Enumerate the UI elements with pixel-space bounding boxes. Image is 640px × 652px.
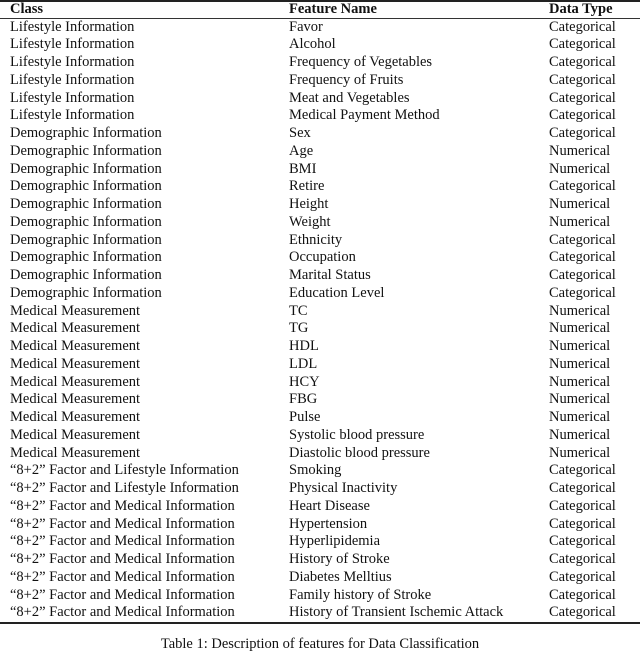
cell-feature-name: Diastolic blood pressure bbox=[289, 444, 430, 461]
cell-class: Demographic Information bbox=[10, 267, 162, 283]
cell-data-type: Numerical bbox=[549, 320, 611, 337]
cell-class: “8+2” Factor and Lifestyle Information bbox=[10, 480, 239, 496]
cell-feature-name: Ethnicity bbox=[289, 231, 343, 248]
table-row bbox=[0, 232, 640, 250]
cell-data-type: Numerical bbox=[549, 373, 611, 390]
table-row bbox=[0, 516, 640, 534]
cell-class: Lifestyle Information bbox=[10, 18, 135, 35]
cell-feature-name: FBG bbox=[289, 391, 318, 408]
cell-class: Medical Measurement bbox=[10, 373, 141, 390]
cell-feature-name: Pulse bbox=[289, 409, 321, 425]
cell-class: Demographic Information bbox=[10, 284, 162, 301]
table-row bbox=[0, 356, 640, 374]
table-row bbox=[0, 569, 640, 587]
cell-feature-name: Hyperlipidemia bbox=[289, 533, 381, 550]
table-row bbox=[0, 374, 640, 392]
table-row bbox=[0, 445, 640, 463]
cell-feature-name: Height bbox=[289, 196, 329, 212]
cell-class: “8+2” Factor and Medical Information bbox=[10, 568, 235, 585]
cell-feature-name: Physical Inactivity bbox=[289, 480, 398, 496]
cell-class: Lifestyle Information bbox=[10, 71, 135, 88]
table-row bbox=[0, 587, 640, 605]
table-row bbox=[0, 196, 640, 214]
cell-class: Demographic Information bbox=[10, 196, 162, 212]
table-row bbox=[0, 90, 640, 108]
cell-data-type: Numerical bbox=[549, 160, 611, 177]
cell-data-type: Categorical bbox=[549, 36, 616, 53]
cell-data-type: Categorical bbox=[549, 497, 616, 514]
table-row bbox=[0, 462, 640, 480]
cell-feature-name: Hypertension bbox=[289, 515, 368, 532]
cell-data-type: Categorical bbox=[549, 18, 616, 35]
table-header-row bbox=[0, 1, 640, 19]
cell-feature-name: Smoking bbox=[289, 462, 342, 479]
cell-data-type: Categorical bbox=[549, 551, 616, 567]
cell-feature-name: Meat and Vegetables bbox=[289, 89, 410, 106]
table-row bbox=[0, 143, 640, 161]
header-data-type: Data Type bbox=[549, 1, 613, 17]
table-row bbox=[0, 72, 640, 90]
cell-class: Medical Measurement bbox=[10, 355, 141, 372]
cell-class: Lifestyle Information bbox=[10, 54, 135, 70]
cell-feature-name: History of Transient Ischemic Attack bbox=[289, 604, 504, 621]
cell-data-type: Categorical bbox=[549, 480, 616, 496]
cell-feature-name: Medical Payment Method bbox=[289, 107, 440, 124]
cell-class: Lifestyle Information bbox=[10, 89, 135, 106]
cell-feature-name: Marital Status bbox=[289, 267, 371, 283]
table-row bbox=[0, 125, 640, 143]
cell-feature-name: Favor bbox=[289, 18, 323, 35]
cell-class: “8+2” Factor and Medical Information bbox=[10, 551, 235, 567]
table-row bbox=[0, 320, 640, 338]
cell-data-type: Categorical bbox=[549, 284, 616, 301]
table-row bbox=[0, 19, 640, 37]
header-feature-name: Feature Name bbox=[289, 1, 377, 17]
table-row bbox=[0, 267, 640, 285]
cell-data-type: Categorical bbox=[549, 267, 616, 283]
cell-class: Lifestyle Information bbox=[10, 107, 135, 124]
table-row bbox=[0, 391, 640, 409]
cell-class: “8+2” Factor and Medical Information bbox=[10, 604, 235, 621]
cell-class: Demographic Information bbox=[10, 160, 162, 177]
header-class: Class bbox=[10, 1, 44, 17]
cell-class: “8+2” Factor and Medical Information bbox=[10, 497, 235, 514]
table-row bbox=[0, 533, 640, 551]
cell-feature-name: Occupation bbox=[289, 249, 356, 266]
cell-class: Demographic Information bbox=[10, 213, 162, 230]
cell-data-type: Numerical bbox=[549, 338, 611, 354]
cell-feature-name: Sex bbox=[289, 125, 311, 141]
cell-feature-name: Weight bbox=[289, 213, 331, 230]
table-row bbox=[0, 161, 640, 179]
table-row bbox=[0, 36, 640, 54]
cell-data-type: Numerical bbox=[549, 213, 611, 230]
table-row bbox=[0, 427, 640, 445]
table-row bbox=[0, 54, 640, 72]
cell-data-type: Numerical bbox=[549, 196, 611, 212]
table-row bbox=[0, 498, 640, 516]
cell-class: Medical Measurement bbox=[10, 426, 141, 443]
cell-class: Medical Measurement bbox=[10, 302, 141, 319]
cell-data-type: Categorical bbox=[549, 586, 616, 603]
cell-feature-name: Frequency of Vegetables bbox=[289, 54, 433, 70]
cell-class: “8+2” Factor and Medical Information bbox=[10, 533, 235, 550]
cell-class: Demographic Information bbox=[10, 125, 162, 141]
cell-class: “8+2” Factor and Lifestyle Information bbox=[10, 462, 239, 479]
cell-feature-name: Diabetes Melltius bbox=[289, 568, 392, 585]
cell-class: Medical Measurement bbox=[10, 444, 141, 461]
table-row bbox=[0, 409, 640, 427]
cell-class: Demographic Information bbox=[10, 249, 162, 266]
table-row bbox=[0, 303, 640, 321]
cell-class: “8+2” Factor and Medical Information bbox=[10, 515, 235, 532]
cell-data-type: Categorical bbox=[549, 71, 616, 88]
cell-data-type: Numerical bbox=[549, 444, 611, 461]
table-caption: Table 1: Description of features for Data Classification bbox=[160, 636, 480, 652]
cell-data-type: Categorical bbox=[549, 249, 616, 266]
cell-data-type: Numerical bbox=[549, 302, 611, 319]
table-row bbox=[0, 480, 640, 498]
cell-class: Medical Measurement bbox=[10, 338, 141, 354]
cell-feature-name: TC bbox=[289, 302, 308, 319]
table-row bbox=[0, 249, 640, 267]
cell-class: Medical Measurement bbox=[10, 320, 141, 337]
cell-class: “8+2” Factor and Medical Information bbox=[10, 586, 235, 603]
cell-feature-name: HDL bbox=[289, 338, 319, 354]
cell-data-type: Numerical bbox=[549, 409, 611, 425]
cell-data-type: Categorical bbox=[549, 462, 616, 479]
cell-feature-name: LDL bbox=[289, 355, 318, 372]
cell-feature-name: Education Level bbox=[289, 284, 385, 301]
table-row bbox=[0, 107, 640, 125]
cell-feature-name: Alcohol bbox=[289, 36, 336, 53]
cell-data-type: Categorical bbox=[549, 125, 616, 141]
cell-data-type: Categorical bbox=[549, 604, 616, 621]
table-bottom-rule bbox=[0, 622, 640, 624]
table-row bbox=[0, 285, 640, 303]
cell-feature-name: BMI bbox=[289, 160, 317, 177]
cell-data-type: Numerical bbox=[549, 426, 611, 443]
cell-class: Medical Measurement bbox=[10, 409, 141, 425]
cell-feature-name: TG bbox=[289, 320, 309, 337]
cell-data-type: Numerical bbox=[549, 142, 611, 159]
cell-feature-name: Retire bbox=[289, 178, 325, 195]
cell-feature-name: Systolic blood pressure bbox=[289, 426, 425, 443]
cell-feature-name: Heart Disease bbox=[289, 497, 370, 514]
cell-data-type: Categorical bbox=[549, 533, 616, 550]
cell-data-type: Categorical bbox=[549, 178, 616, 195]
cell-data-type: Categorical bbox=[549, 231, 616, 248]
cell-data-type: Categorical bbox=[549, 54, 616, 70]
table-row bbox=[0, 604, 640, 622]
table-row bbox=[0, 551, 640, 569]
cell-feature-name: HCY bbox=[289, 373, 320, 390]
table-row bbox=[0, 214, 640, 232]
cell-feature-name: Frequency of Fruits bbox=[289, 71, 404, 88]
cell-feature-name: History of Stroke bbox=[289, 551, 390, 567]
cell-data-type: Numerical bbox=[549, 355, 611, 372]
table-row bbox=[0, 178, 640, 196]
table-row bbox=[0, 338, 640, 356]
cell-class: Demographic Information bbox=[10, 178, 162, 195]
cell-class: Lifestyle Information bbox=[10, 36, 135, 53]
cell-data-type: Categorical bbox=[549, 107, 616, 124]
cell-data-type: Categorical bbox=[549, 568, 616, 585]
cell-data-type: Categorical bbox=[549, 515, 616, 532]
cell-class: Demographic Information bbox=[10, 231, 162, 248]
cell-feature-name: Age bbox=[289, 142, 314, 159]
cell-feature-name: Family history of Stroke bbox=[289, 586, 432, 603]
cell-class: Medical Measurement bbox=[10, 391, 141, 408]
cell-data-type: Categorical bbox=[549, 89, 616, 106]
cell-data-type: Numerical bbox=[549, 391, 611, 408]
cell-class: Demographic Information bbox=[10, 142, 162, 159]
